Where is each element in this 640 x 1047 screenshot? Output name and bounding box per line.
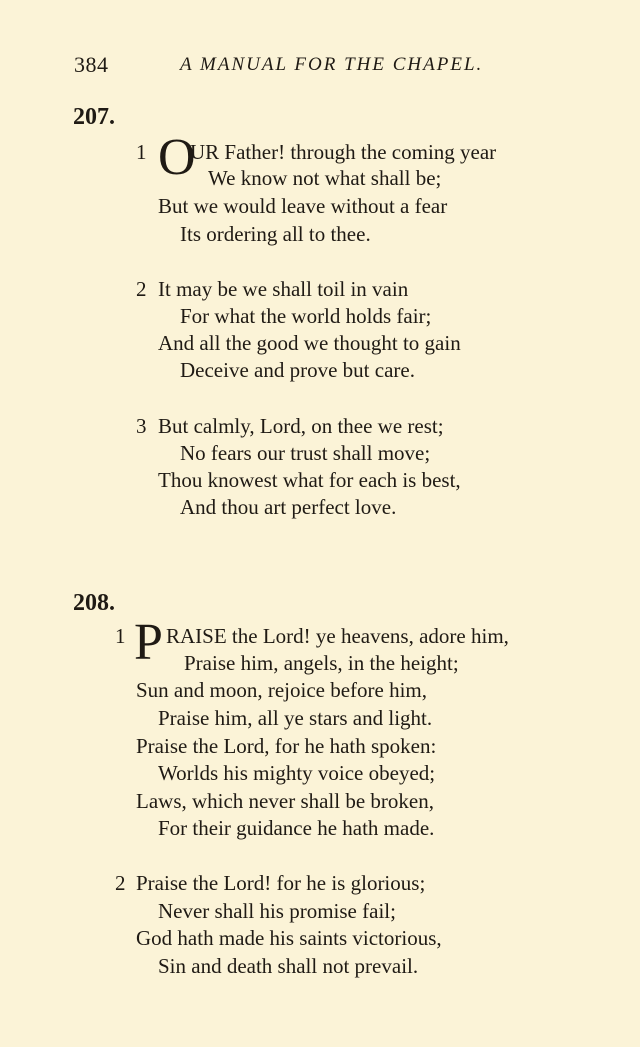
hymn-line: We know not what shall be; [208, 166, 442, 190]
hymn-line: Worlds his mighty voice obeyed; [158, 761, 436, 785]
hymn-line: God hath made his saints victorious, [136, 926, 442, 950]
hymn-line: Laws, which never shall be broken, [136, 789, 434, 813]
hymn-line: No fears our trust shall move; [180, 441, 431, 465]
hymn-line: And thou art perfect love. [180, 495, 397, 519]
hymn-line: Sun and moon, rejoice before him, [136, 678, 428, 702]
hymn-number-208: 208. [73, 590, 115, 616]
hymn-line: Sin and death shall not prevail. [158, 954, 419, 978]
hymn-line: UR Father! through the coming year [190, 140, 497, 164]
hymn-line: For their guidance he hath made. [158, 816, 435, 840]
page-header [74, 52, 534, 82]
drop-cap: O [158, 129, 196, 186]
verse-number: 1 [136, 140, 147, 164]
verse-number: 3 [136, 414, 147, 438]
hymn-line: Its ordering all to thee. [180, 222, 371, 246]
hymn-line: It may be we shall toil in vain [158, 277, 409, 301]
hymn-number-207: 207. [73, 104, 115, 130]
running-head: A MANUAL FOR THE CHAPEL. [180, 54, 484, 75]
verse-number: 2 [136, 277, 147, 301]
hymn-line: But calmly, Lord, on thee we rest; [158, 414, 444, 438]
verse-number: 1 [115, 624, 126, 648]
hymn-line: And all the good we thought to gain [158, 331, 461, 355]
hymn-line: RAISE the Lord! ye heavens, adore him, [166, 624, 509, 648]
verse-number: 2 [115, 871, 126, 895]
hymn-line: Praise him, all ye stars and light. [158, 706, 433, 730]
page-number: 384 [74, 52, 109, 77]
hymn-line: Deceive and prove but care. [180, 358, 415, 382]
hymn-line: But we would leave without a fear [158, 194, 448, 218]
hymn-line: Praise him, angels, in the height; [184, 651, 459, 675]
hymn-line: Praise the Lord! for he is glorious; [136, 871, 426, 895]
hymn-line: For what the world holds fair; [180, 304, 432, 328]
drop-cap: P [134, 614, 163, 671]
hymn-line: Thou knowest what for each is best, [158, 468, 461, 492]
hymn-line: Praise the Lord, for he hath spoken: [136, 734, 437, 758]
hymn-line: Never shall his promise fail; [158, 899, 396, 923]
